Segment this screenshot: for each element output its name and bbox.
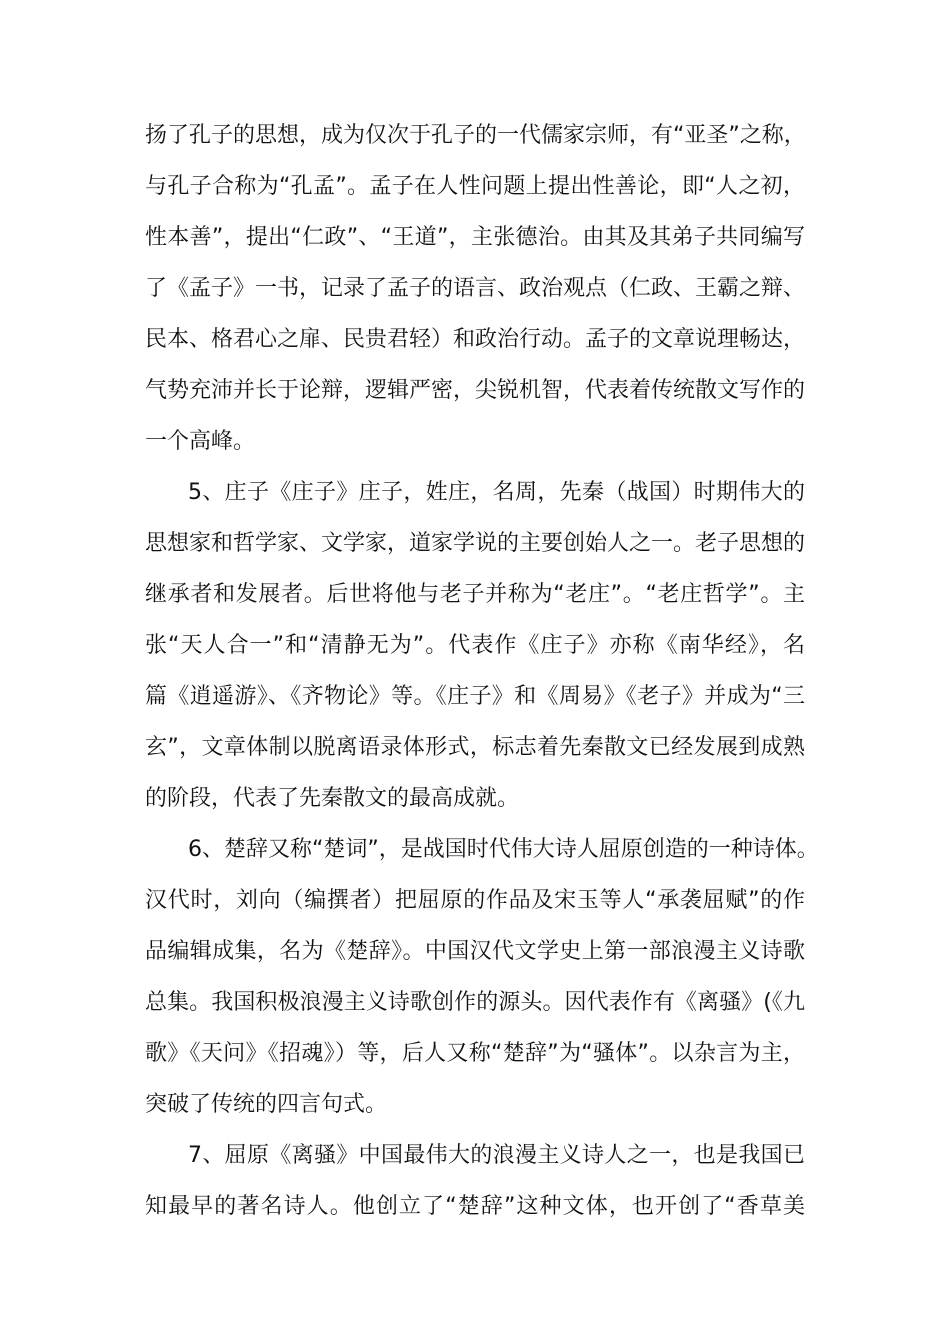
- text-line: 的阶段，代表了先秦散文的最高成就。: [145, 786, 520, 811]
- text-line: 性本善”，提出“仁政”、“王道”，主张德治。由其及其弟子共同编写: [145, 225, 805, 250]
- paragraph-heading-7: 7、屈原《离骚》中国最伟大的浪漫主义诗人之一，也是我国已: [188, 1143, 805, 1168]
- text-line: 玄”，文章体制以脱离语录体形式，标志着先秦散文已经发展到成熟: [145, 735, 805, 760]
- text-line: 了《孟子》一书，记录了孟子的语言、政治观点（仁政、王霸之辩、: [145, 276, 806, 301]
- text-line: 歌》《天问》《招魂》）等，后人又称“楚辞”为“骚体”。以杂言为主，: [145, 1041, 805, 1066]
- paragraph-heading-5: 5、庄子《庄子》庄子，姓庄，名周，先秦（战国）时期伟大的: [188, 480, 805, 505]
- text-line: 突破了传统的四言句式。: [145, 1092, 388, 1117]
- text-line: 总集。我国积极浪漫主义诗歌创作的源头。因代表作有《离骚》(《九: [145, 990, 805, 1015]
- text-line: 继承者和发展者。后世将他与老子并称为“老庄”。“老庄哲学”。主: [145, 582, 805, 607]
- text-line: 气势充沛并长于论辩，逻辑严密，尖锐机智，代表着传统散文写作的: [145, 378, 806, 403]
- text-line: 篇《逍遥游》、《齐物论》等。《庄子》和《周易》《老子》并成为“三: [145, 684, 805, 709]
- text-line: 民本、格君心之扉、民贵君轻）和政治行动。孟子的文章说理畅达，: [145, 327, 806, 352]
- text-line: 品编辑成集，名为《楚辞》。中国汉代文学史上第一部浪漫主义诗歌: [145, 939, 805, 964]
- text-line: 与孔子合称为“孔孟”。孟子在人性问题上提出性善论，即“人之初，: [145, 174, 805, 199]
- text-line: 扬了孔子的思想，成为仅次于孔子的一代儒家宗师，有“亚圣”之称，: [145, 123, 806, 148]
- text-line: 知最早的著名诗人。他创立了“楚辞”这种文体，也开创了“香草美: [145, 1194, 805, 1219]
- text-line: 汉代时，刘向（编撰者）把屈原的作品及宋玉等人“承袭屈赋”的作: [145, 888, 805, 913]
- paragraph-heading-6: 6、楚辞又称“楚词”，是战国时代伟大诗人屈原创造的一种诗体。: [188, 837, 819, 862]
- text-line: 一个高峰。: [145, 429, 256, 454]
- text-line: 张“天人合一”和“清静无为”。代表作《庄子》亦称《南华经》，名: [145, 633, 805, 658]
- text-line: 思想家和哲学家、文学家，道家学说的主要创始人之一。老子思想的: [145, 531, 806, 556]
